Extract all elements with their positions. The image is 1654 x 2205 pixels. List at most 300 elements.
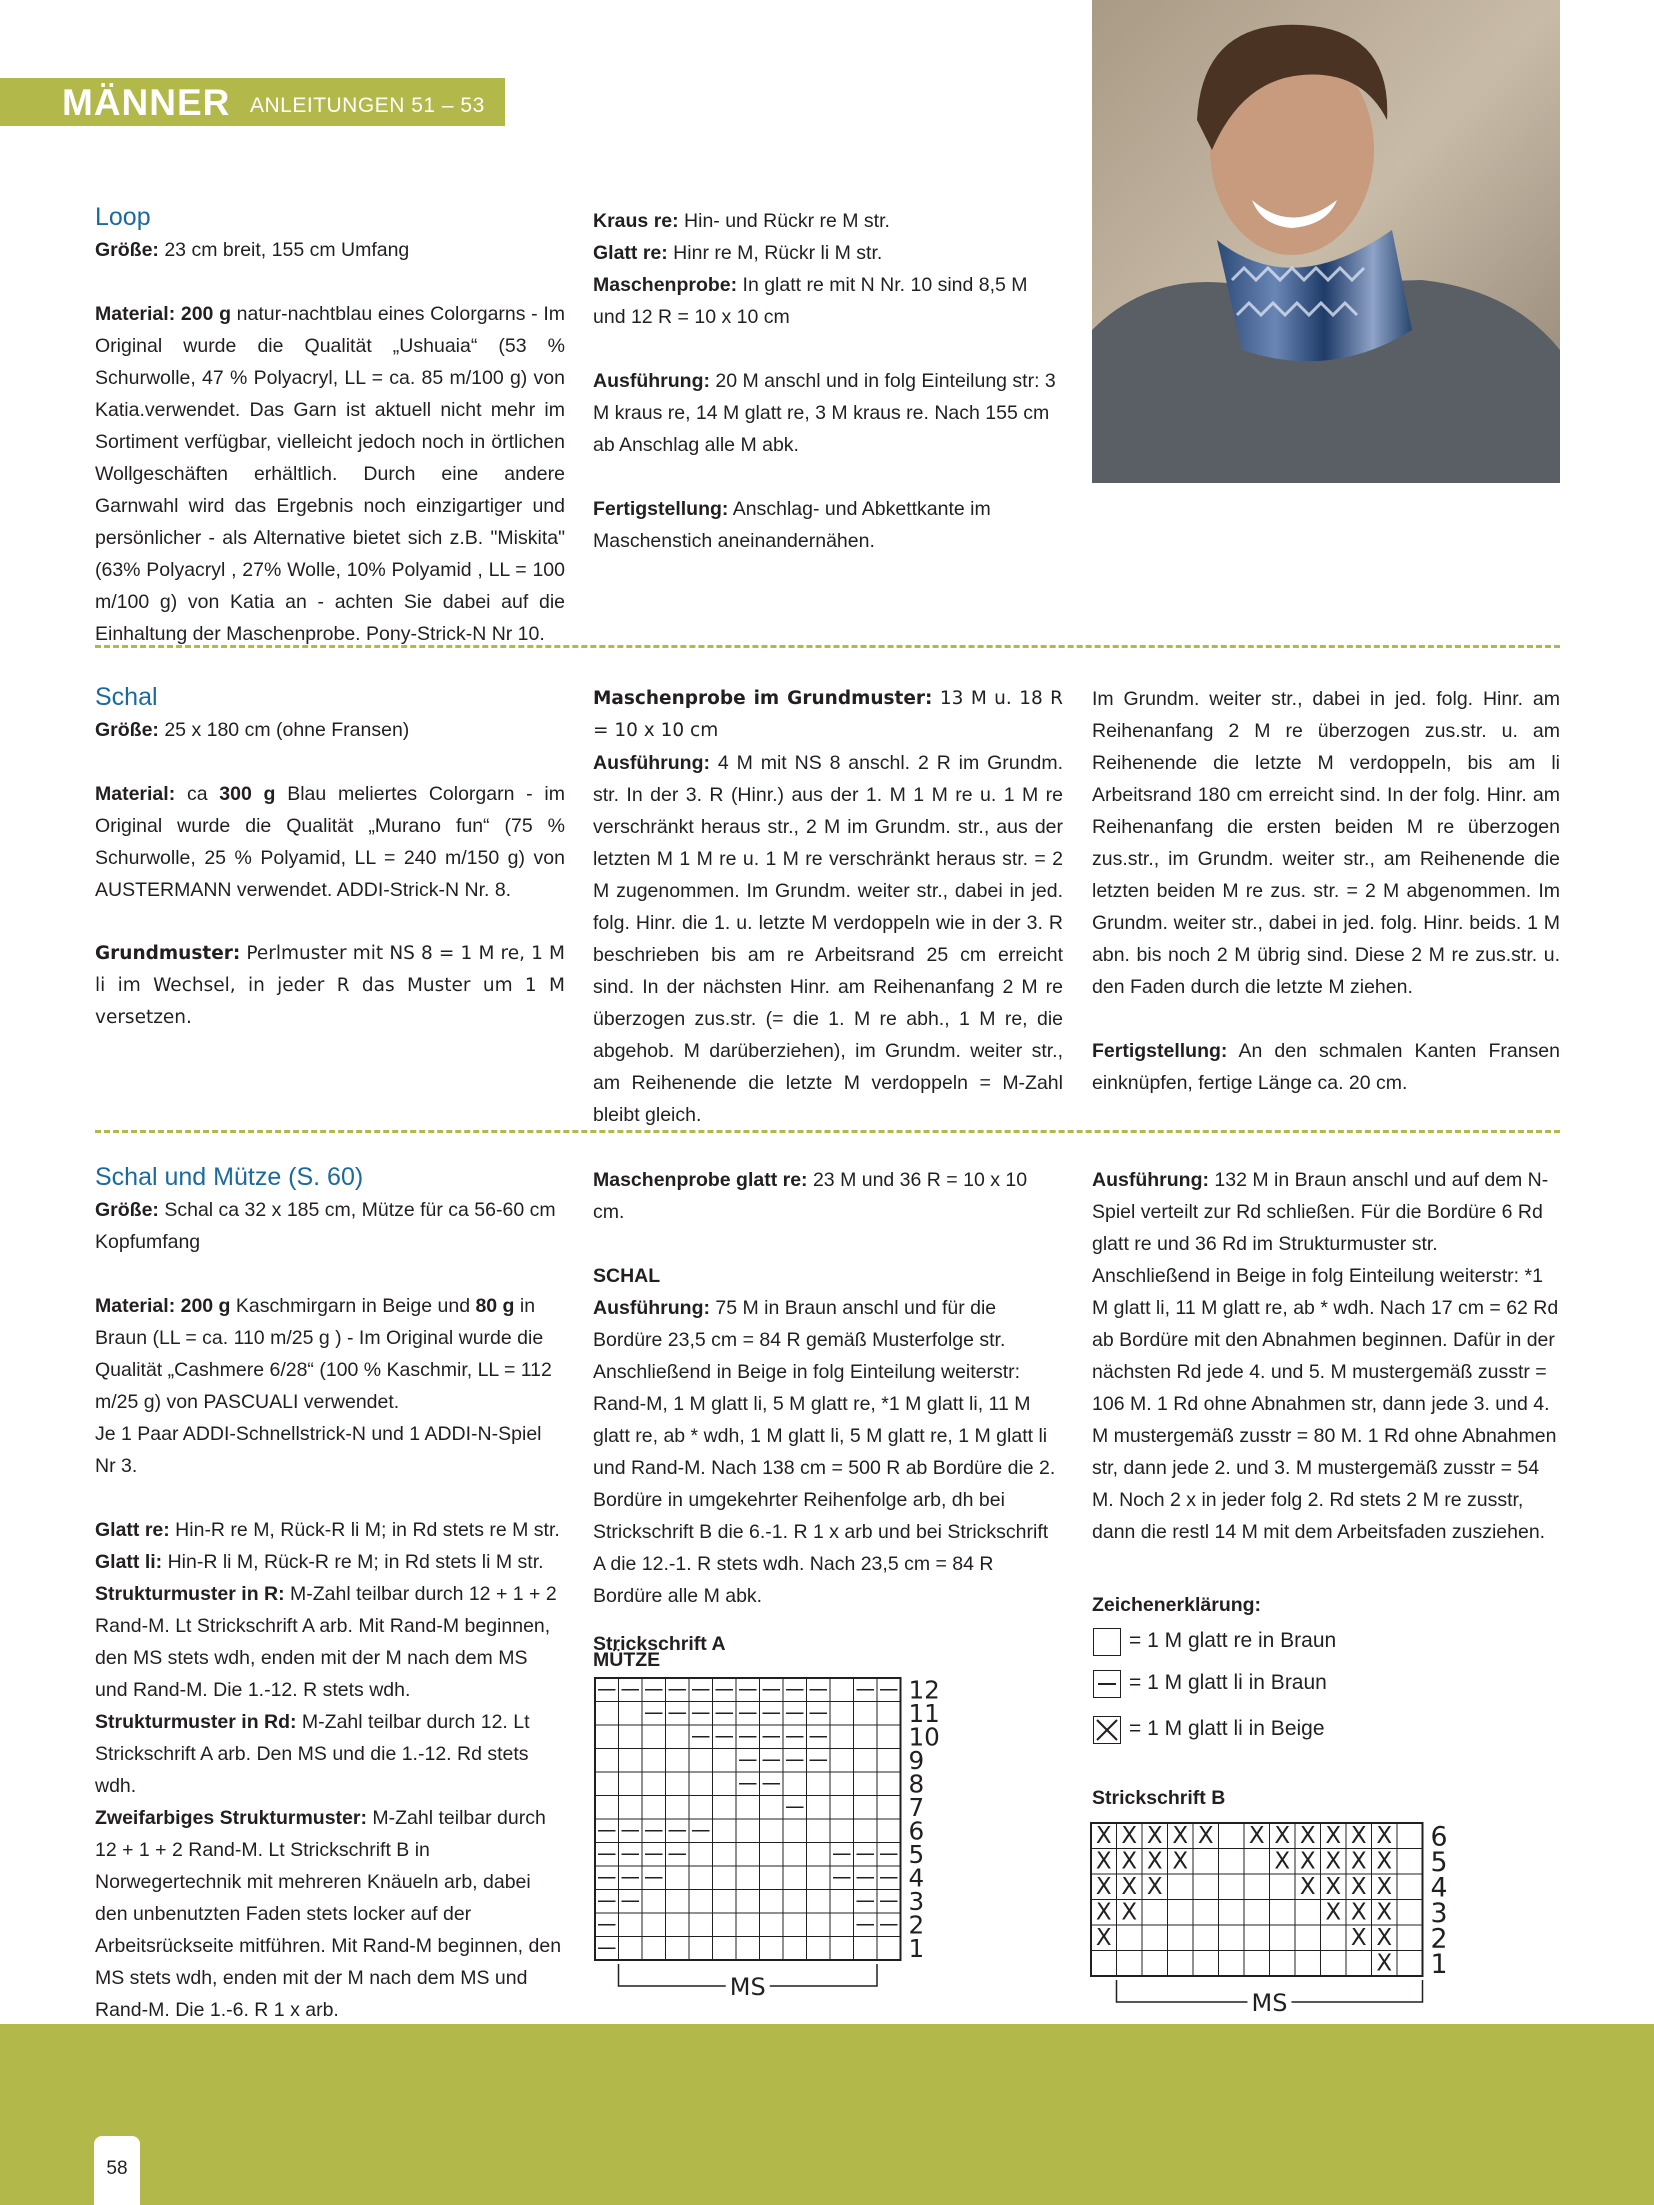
- chart-cell: [854, 1702, 878, 1726]
- sm-size: Schal ca 32 x 185 cm, Mütze für ca 56-60 cm Kopfumfang: [95, 1199, 556, 1253]
- row-label: 10: [908, 1722, 940, 1752]
- svg-text:X: X: [1299, 1873, 1316, 1900]
- sm-material-b: in Braun (LL = ca. 110 m/25 g ) - Im Original wurde die Qualität „Cashmere 6/28“ (100 % Kaschmir, LL = 112 m/25 g) von PASCUALI verwendet.: [95, 1295, 552, 1413]
- legend-item-3: = 1 M glatt li in Beige: [1129, 1717, 1325, 1740]
- chart-cell: [760, 1772, 784, 1796]
- chart-cell: [1117, 1823, 1143, 1849]
- chart-cell: [1270, 1823, 1296, 1849]
- chart-cell: [619, 1749, 643, 1773]
- chart-cell: [760, 1678, 784, 1702]
- chart-cell: [760, 1749, 784, 1773]
- svg-text:X: X: [1095, 1873, 1112, 1900]
- chart-cell: [783, 1749, 807, 1773]
- chart-cell: [736, 1913, 760, 1937]
- chart-cell: [807, 1890, 831, 1914]
- chart-cell: [1117, 1925, 1143, 1951]
- svg-text:X: X: [1095, 1924, 1112, 1951]
- chart-cell: [666, 1678, 690, 1702]
- chart-cell: [736, 1843, 760, 1867]
- chart-cell: [642, 1866, 666, 1890]
- chart-cell: [736, 1796, 760, 1820]
- chart-cell: [783, 1913, 807, 1937]
- chart-cell: [713, 1937, 737, 1961]
- page-number: 58: [106, 2158, 128, 2179]
- svg-text:X: X: [1121, 1899, 1138, 1926]
- chart-cell: [783, 1702, 807, 1726]
- chart-cell: [595, 1866, 619, 1890]
- schal-size: 25 x 180 cm (ohne Fransen): [158, 719, 410, 741]
- loop-column-2: [593, 205, 1063, 557]
- chart-cell: [642, 1678, 666, 1702]
- svg-text:X: X: [1172, 1848, 1189, 1875]
- sm-zweifarb-label: Zweifarbiges Strukturmuster:: [95, 1807, 367, 1829]
- row-label: 6: [1430, 1821, 1448, 1853]
- svg-text:X: X: [1121, 1873, 1138, 1900]
- chart-cell: [595, 1772, 619, 1796]
- chart-cell: [642, 1796, 666, 1820]
- sm-glattre-label: Glatt re:: [95, 1519, 170, 1541]
- chart-cell: [1193, 1849, 1219, 1875]
- chart-cell: [689, 1913, 713, 1937]
- schal-size-label: Größe:: [95, 719, 159, 741]
- svg-text:X: X: [1376, 1822, 1393, 1849]
- chart-cell: [619, 1843, 643, 1867]
- chart-cell: [1397, 1874, 1423, 1900]
- chart-cell: [1372, 1950, 1398, 1976]
- chart-cell: [877, 1937, 901, 1961]
- chart-cell: [619, 1913, 643, 1937]
- chart-cell: [760, 1866, 784, 1890]
- loop-title: Loop: [95, 203, 151, 231]
- chart-cell: [1270, 1900, 1296, 1926]
- chart-cell: [807, 1772, 831, 1796]
- chart-cell: [642, 1702, 666, 1726]
- chart-cell: [666, 1772, 690, 1796]
- chart-cell: [1397, 1823, 1423, 1849]
- row-label: 1: [908, 1934, 925, 1964]
- loop-finishing: Anschlag- und Abkettkante im Maschenstich aneinandernähen.: [593, 498, 991, 552]
- schal-title: Schal: [95, 683, 158, 711]
- svg-text:X: X: [1350, 1924, 1367, 1951]
- chart-cell: [1321, 1925, 1347, 1951]
- svg-text:X: X: [1299, 1848, 1316, 1875]
- chart-cell: [736, 1702, 760, 1726]
- chart-cell: [783, 1890, 807, 1914]
- loop-kraus-label: Kraus re:: [593, 210, 679, 232]
- chart-cell: [830, 1913, 854, 1937]
- chart-cell: [595, 1702, 619, 1726]
- sm-gauge-label: Maschenprobe glatt re:: [593, 1169, 808, 1191]
- chart-cell: [1346, 1874, 1372, 1900]
- loop-size: 23 cm breit, 155 cm Umfang: [158, 239, 410, 261]
- chart-cell: [877, 1913, 901, 1937]
- chart-cell: [1244, 1951, 1270, 1977]
- chart-cell: [783, 1843, 807, 1867]
- row-label: 8: [908, 1769, 925, 1799]
- sm-glattli: Hin-R li M, Rück-R re M; in Rd stets li M str.: [162, 1551, 544, 1573]
- chart-cell: [595, 1843, 619, 1867]
- chart-cell: [854, 1749, 878, 1773]
- row-label: 11: [908, 1699, 940, 1729]
- schal-finishing-label: Fertigstellung:: [1092, 1040, 1228, 1062]
- svg-text:X: X: [1325, 1899, 1342, 1926]
- svg-text:X: X: [1350, 1899, 1367, 1926]
- svg-text:X: X: [1146, 1873, 1163, 1900]
- svg-text:X: X: [1146, 1848, 1163, 1875]
- chart-cell: [1295, 1823, 1321, 1849]
- chart-cell: [877, 1725, 901, 1749]
- chart-cell: [807, 1843, 831, 1867]
- sm-schal-exec: 75 M in Braun anschl und für die Bordüre 23,5 cm = 84 R gemäß Musterfolge str. Anschließend in Beige in folg Einteilung weiterstr: Rand-M, 1 M glatt li, 5 M glatt re, *1 M glatt li, 11 M glatt re, ab * wdh, 1 M glatt li, 5 M glatt re, 1 M glatt li und Rand-M. Nach 138 cm = 500 R ab Bordüre die 2. Bordüre in umgekehrter Reihenfolge arb, dh bei Strickschrift B die 6.-1. R 1 x arb und bei Strickschrift A die 12.-1. R stets wdh. Nach 23,5 cm = 84 R Bordüre alle M abk.: [593, 1297, 1056, 1607]
- chart-cell: [1168, 1848, 1194, 1874]
- row-label: 3: [1430, 1897, 1448, 1929]
- chart-cell: [760, 1913, 784, 1937]
- schal-column-3: [1092, 683, 1560, 1099]
- chart-cell: [1219, 1951, 1245, 1977]
- chart-cell: [854, 1913, 878, 1937]
- chart-cell: [736, 1819, 760, 1843]
- chart-cell: [1372, 1823, 1398, 1849]
- chart-cell: [595, 1796, 619, 1820]
- chart-cell: [689, 1702, 713, 1726]
- chart-cell: [1168, 1823, 1194, 1849]
- chart-cell: [854, 1796, 878, 1820]
- svg-text:X: X: [1325, 1822, 1342, 1849]
- chart-cell: [854, 1866, 878, 1890]
- chart-cell: [1142, 1951, 1168, 1977]
- schal-column-1: [95, 680, 565, 1034]
- sm-struktur-rd: M-Zahl teilbar durch 12. Lt Strickschrift A arb. Den MS und die 1.-12. Rd stets wdh.: [95, 1711, 530, 1797]
- sm-material-amount2: 80 g: [475, 1295, 515, 1317]
- chart-cell: [713, 1796, 737, 1820]
- chart-cell: [1295, 1874, 1321, 1900]
- chart-cell: [689, 1725, 713, 1749]
- chart-cell: [642, 1725, 666, 1749]
- svg-text:X: X: [1376, 1899, 1393, 1926]
- chart-cell: [760, 1819, 784, 1843]
- divider-1: [95, 645, 1560, 648]
- chart-cell: [713, 1890, 737, 1914]
- row-label: 9: [908, 1746, 925, 1776]
- schal-execution: 4 M mit NS 8 anschl. 2 R im Grundm. str. In der 3. R (Hinr.) aus der 1. M 1 M re u. 1 M re verschränkt heraus str., 2 M im Grundm. str., aus der letzten M 1 M re u. 1 M re verschränkt heraus str. = 2 M zugenommen. Im Grundm. weiter str., dabei in jed. folg. Hinr. die 1. u. letzte M verdoppeln wie in der 3. R beschrieben bis am re Arbeitsrand 25 cm erreicht sind. In der nächsten Hinr. am Reihenanfang 2 M re überzogen zus.str. (= die 1. M re abh., 1 M re, die abgehob. M darüberziehen), im Grundm. weiter str., am Reihenende die letzte M verdoppeln = M-Zahl bleibt gleich.: [593, 752, 1063, 1126]
- chart-cell: [619, 1819, 643, 1843]
- chart-cell: [783, 1937, 807, 1961]
- chart-cell: [1193, 1823, 1219, 1849]
- svg-text:X: X: [1095, 1899, 1112, 1926]
- svg-text:X: X: [1146, 1822, 1163, 1849]
- sm-muetze-heading: MÜTZE: [593, 1649, 661, 1671]
- chart-cell: [1372, 1899, 1398, 1925]
- chart-cell: [689, 1890, 713, 1914]
- loop-material-label: Material: 200 g: [95, 303, 231, 325]
- chart-cell: [830, 1866, 854, 1890]
- svg-text:X: X: [1325, 1873, 1342, 1900]
- chart-cell: [619, 1866, 643, 1890]
- chart-cell: [854, 1678, 878, 1702]
- chart-cell: [1168, 1874, 1194, 1900]
- chart-cell: [1244, 1849, 1270, 1875]
- chart-cell: [1091, 1899, 1117, 1925]
- svg-text:X: X: [1376, 1950, 1393, 1977]
- chart-cell: [666, 1890, 690, 1914]
- chart-cell: [642, 1890, 666, 1914]
- chart-cell: [830, 1772, 854, 1796]
- chart-cell: [1219, 1900, 1245, 1926]
- svg-text:X: X: [1350, 1873, 1367, 1900]
- sm-struktur-r: M-Zahl teilbar durch 12 + 1 + 2 Rand-M. Lt Strickschrift A arb. Mit Rand-M beginnen, den MS stets wdh, enden mit der M nach dem MS und Rand-M. Die 1.-12. R stets wdh.: [95, 1583, 557, 1701]
- chart-cell: [807, 1819, 831, 1843]
- chart-cell: [1193, 1874, 1219, 1900]
- chart-cell: [642, 1843, 666, 1867]
- chart-cell: [642, 1749, 666, 1773]
- chart-cell: [1142, 1823, 1168, 1849]
- chart-cell: [1142, 1900, 1168, 1926]
- svg-text:X: X: [1376, 1873, 1393, 1900]
- chart-cell: [595, 1819, 619, 1843]
- chart-cell: [807, 1866, 831, 1890]
- chart-cell: [1091, 1951, 1117, 1977]
- schal-finishing: An den schmalen Kanten Fransen einknüpfen, fertige Länge ca. 20 cm.: [1092, 1040, 1560, 1094]
- chart-cell: [595, 1678, 619, 1702]
- page-number-tab: [94, 2136, 140, 2205]
- chart-cell: [1321, 1874, 1347, 1900]
- legend-item-1: = 1 M glatt re in Braun: [1129, 1629, 1337, 1652]
- schal-material-label: Material:: [95, 783, 176, 805]
- legend-swatch-li-braun: [1093, 1670, 1121, 1698]
- chart-cell: [666, 1866, 690, 1890]
- chart-cell: [1091, 1823, 1117, 1849]
- chart-cell: [807, 1749, 831, 1773]
- chart-cell: [1219, 1874, 1245, 1900]
- chart-cell: [666, 1702, 690, 1726]
- row-label: 12: [908, 1675, 940, 1705]
- schal-gauge: 13 M u. 18 R = 10 x 10 cm: [593, 688, 1064, 741]
- svg-text:X: X: [1274, 1848, 1291, 1875]
- chart-cell: [807, 1678, 831, 1702]
- chart-cell: [736, 1937, 760, 1961]
- loop-gauge-label: Maschenprobe:: [593, 274, 738, 296]
- chart-cell: [783, 1678, 807, 1702]
- chart-cell: [595, 1937, 619, 1961]
- sm-struktur-rd-label: Strukturmuster in Rd:: [95, 1711, 297, 1733]
- chart-cell: [713, 1913, 737, 1937]
- row-label: 6: [908, 1816, 925, 1846]
- chart-b: [1088, 1818, 1448, 2017]
- chart-cell: [783, 1819, 807, 1843]
- chart-cell: [783, 1796, 807, 1820]
- chart-cell: [1244, 1900, 1270, 1926]
- chart-cell: [830, 1937, 854, 1961]
- chart-cell: [783, 1866, 807, 1890]
- schal-muetze-column-2: [593, 1164, 1063, 1676]
- svg-text:X: X: [1121, 1822, 1138, 1849]
- chart-cell: [1346, 1951, 1372, 1977]
- chart-cell: [736, 1890, 760, 1914]
- chart-cell: [1168, 1951, 1194, 1977]
- chart-cell: [1372, 1874, 1398, 1900]
- chart-cell: [1168, 1925, 1194, 1951]
- chart-cell: [736, 1749, 760, 1773]
- legend-swatch-re-braun: [1093, 1628, 1121, 1656]
- chart-cell: [760, 1702, 784, 1726]
- chart-cell: [807, 1937, 831, 1961]
- chart-cell: [854, 1772, 878, 1796]
- row-label: 3: [908, 1887, 925, 1917]
- chart-cell: [854, 1819, 878, 1843]
- chart-cell: [1372, 1848, 1398, 1874]
- sm-size-label: Größe:: [95, 1199, 159, 1221]
- schal-continuation: Im Grundm. weiter str., dabei in jed. folg. Hinr. am Reihenanfang 2 M re überzogen zus.str. u. am Reihenende die letzte M verdoppeln, bis am li Arbeitsrand 180 cm erreicht sind. In der folg. Hinr. am Reihenanfang die ersten beiden M re überzogen zus.str., im Grundm. weiter str., am Reihenende die letzten beiden M re zus. str. = 2 M abgenommen. Im Grundm. weiter str., dabei in jed. folg. Hinr. beids. 1 M abn. bis noch 2 M übrig sind. Diese 2 M re zus.str. u. den Faden durch die letzte M ziehen.: [1092, 688, 1560, 998]
- chart-cell: [666, 1796, 690, 1820]
- repeat-label: MS: [1251, 1989, 1288, 2017]
- loop-glatt: Hinr re M, Rückr li M str.: [667, 242, 883, 264]
- chart-cell: [830, 1749, 854, 1773]
- chart-cell: [1168, 1900, 1194, 1926]
- chart-cell: [619, 1890, 643, 1914]
- chart-cell: [1219, 1823, 1245, 1849]
- chart-cell: [854, 1890, 878, 1914]
- chart-cell: [1397, 1849, 1423, 1875]
- svg-text:X: X: [1172, 1822, 1189, 1849]
- chart-cell: [666, 1843, 690, 1867]
- chart-cell: [1091, 1848, 1117, 1874]
- chart-cell: [1117, 1951, 1143, 1977]
- chart-cell: [689, 1772, 713, 1796]
- chart-cell: [1244, 1823, 1270, 1849]
- chart-cell: [830, 1678, 854, 1702]
- chart-cell: [713, 1843, 737, 1867]
- chart-cell: [689, 1796, 713, 1820]
- chart-cell: [1397, 1925, 1423, 1951]
- chart-cell: [642, 1937, 666, 1961]
- svg-text:X: X: [1274, 1822, 1291, 1849]
- schal-pattern-label: Grundmuster:: [95, 943, 241, 964]
- chart-cell: [1091, 1874, 1117, 1900]
- row-label: 7: [908, 1793, 925, 1823]
- chart-cell: [689, 1819, 713, 1843]
- chart-cell: [595, 1749, 619, 1773]
- chart-cell: [807, 1796, 831, 1820]
- section-subtitle: ANLEITUNGEN 51 – 53: [250, 94, 485, 117]
- chart-cell: [1321, 1899, 1347, 1925]
- chart-cell: [830, 1890, 854, 1914]
- chart-cell: [1117, 1874, 1143, 1900]
- chart-cell: [1372, 1925, 1398, 1951]
- chart-cell: [1117, 1899, 1143, 1925]
- chart-cell: [736, 1725, 760, 1749]
- svg-text:X: X: [1095, 1822, 1112, 1849]
- row-label: 1: [1430, 1948, 1448, 1980]
- footer-band: [0, 2024, 1654, 2205]
- chart-cell: [783, 1772, 807, 1796]
- chart-cell: [689, 1937, 713, 1961]
- chart-cell: [1397, 1900, 1423, 1926]
- chart-cell: [807, 1725, 831, 1749]
- sm-glattre: Hin-R re M, Rück-R li M; in Rd stets re M str.: [169, 1519, 560, 1541]
- chart-cell: [595, 1890, 619, 1914]
- chart-cell: [830, 1702, 854, 1726]
- chart-cell: [1142, 1874, 1168, 1900]
- chart-cell: [1295, 1925, 1321, 1951]
- chart-cell: [877, 1819, 901, 1843]
- loop-kraus: Hin- und Rückr re M str.: [678, 210, 890, 232]
- chart-cell: [1346, 1848, 1372, 1874]
- schal-execution-label: Ausführung:: [593, 752, 710, 774]
- sm-schal-heading: SCHAL: [593, 1265, 661, 1287]
- chart-cell: [713, 1819, 737, 1843]
- chart-cell: [877, 1678, 901, 1702]
- chart-cell: [1295, 1900, 1321, 1926]
- chart-cell: [713, 1702, 737, 1726]
- legend-swatch-li-beige: [1093, 1716, 1121, 1744]
- chart-b-title: Strickschrift B: [1092, 1787, 1226, 1809]
- repeat-label: MS: [729, 1973, 766, 2001]
- chart-cell: [830, 1843, 854, 1867]
- chart-cell: [1244, 1874, 1270, 1900]
- svg-text:X: X: [1325, 1848, 1342, 1875]
- chart-cell: [1244, 1925, 1270, 1951]
- schal-muetze-column-3: [1092, 1164, 1560, 1548]
- sm-muetze-exec: 132 M in Braun anschl und auf dem N-Spiel verteilt zur Rd schließen. Für die Bordüre 6 Rd glatt re und 36 Rd im Strukturmuster str. Anschließend in Beige in folg Einteilung weiterstr: *1 M glatt li, 11 M glatt re, ab * wdh. Nach 17 cm = 62 Rd ab Bordüre mit den Abnahmen beginnen. Dafür in der nächsten Rd jede 4. und 5. M mustergemäß zusstr = 106 M. 1 Rd ohne Abnahmen str, dann jede 3. und 4. M mustergemäß zusstr = 80 M. 1 Rd ohne Abnahmen str, dann jede 2. und 3. M mustergemäß zusstr = 54 M. Noch 2 x in jeder folg 2. Rd stets 2 M re zusstr, dann die restl 14 M mit dem Arbeitsfaden zusziehen.: [1092, 1169, 1559, 1543]
- chart-cell: [595, 1913, 619, 1937]
- chart-cell: [666, 1749, 690, 1773]
- section-header: [0, 78, 505, 126]
- chart-cell: [619, 1796, 643, 1820]
- section-title: MÄNNER: [62, 82, 231, 123]
- chart-cell: [619, 1772, 643, 1796]
- chart-cell: [713, 1772, 737, 1796]
- row-label: 2: [908, 1910, 925, 1940]
- chart-cell: [854, 1937, 878, 1961]
- chart-cell: [877, 1702, 901, 1726]
- chart-cell: [854, 1725, 878, 1749]
- chart-cell: [1321, 1823, 1347, 1849]
- legend-item-2: = 1 M glatt li in Braun: [1129, 1671, 1327, 1694]
- chart-cell: [1193, 1951, 1219, 1977]
- sm-glattli-label: Glatt li:: [95, 1551, 163, 1573]
- svg-text:X: X: [1299, 1822, 1316, 1849]
- chart-cell: [1193, 1900, 1219, 1926]
- chart-cell: [760, 1937, 784, 1961]
- loop-size-label: Größe:: [95, 239, 159, 261]
- chart-cell: [1091, 1925, 1117, 1951]
- svg-text:X: X: [1197, 1822, 1214, 1849]
- chart-cell: [1270, 1874, 1296, 1900]
- chart-cell: [736, 1678, 760, 1702]
- loop-execution: 20 M anschl und in folg Einteilung str: 3 M kraus re, 14 M glatt re, 3 M kraus re. Nach 155 cm ab Anschlag alle M abk.: [593, 370, 1056, 456]
- svg-text:X: X: [1248, 1822, 1265, 1849]
- schal-material: Blau meliertes Colorgarn - im Original wurde die Qualität „Murano fun“ (75 % Schurwolle, 25 % Polyamid, LL = 240 m/150 g) von AUSTERMANN verwendet. ADDI-Strick-N Nr. 8.: [95, 783, 565, 901]
- chart-cell: [877, 1796, 901, 1820]
- sm-material-label: Material: 200 g: [95, 1295, 231, 1317]
- loop-finishing-label: Fertigstellung:: [593, 498, 729, 520]
- row-label: 4: [1430, 1872, 1448, 1904]
- sm-zweifarb: M-Zahl teilbar durch 12 + 1 + 2 Rand-M. Lt Strickschrift B in Norwegertechnik mit mehreren Knäueln arb, dabei den unbenutzten Faden stets locker auf der Arbeitsrückseite mitführen. Mit Rand-M beginnen, den MS stets wdh, enden mit der M nach dem MS und Rand-M. Die 1.-6. R 1 x arb.: [95, 1807, 562, 2021]
- chart-cell: [689, 1678, 713, 1702]
- schal-material-amount: 300 g: [219, 783, 276, 805]
- chart-cell: [619, 1937, 643, 1961]
- chart-cell: [666, 1913, 690, 1937]
- chart-cell: [760, 1725, 784, 1749]
- chart-cell: [713, 1678, 737, 1702]
- chart-cell: [1270, 1925, 1296, 1951]
- chart-cell: [807, 1702, 831, 1726]
- chart-cell: [760, 1843, 784, 1867]
- chart-a-title: Strickschrift A: [593, 1633, 726, 1655]
- chart-cell: [1117, 1848, 1143, 1874]
- chart-cell: [1321, 1951, 1347, 1977]
- schal-column-2: [593, 683, 1063, 1131]
